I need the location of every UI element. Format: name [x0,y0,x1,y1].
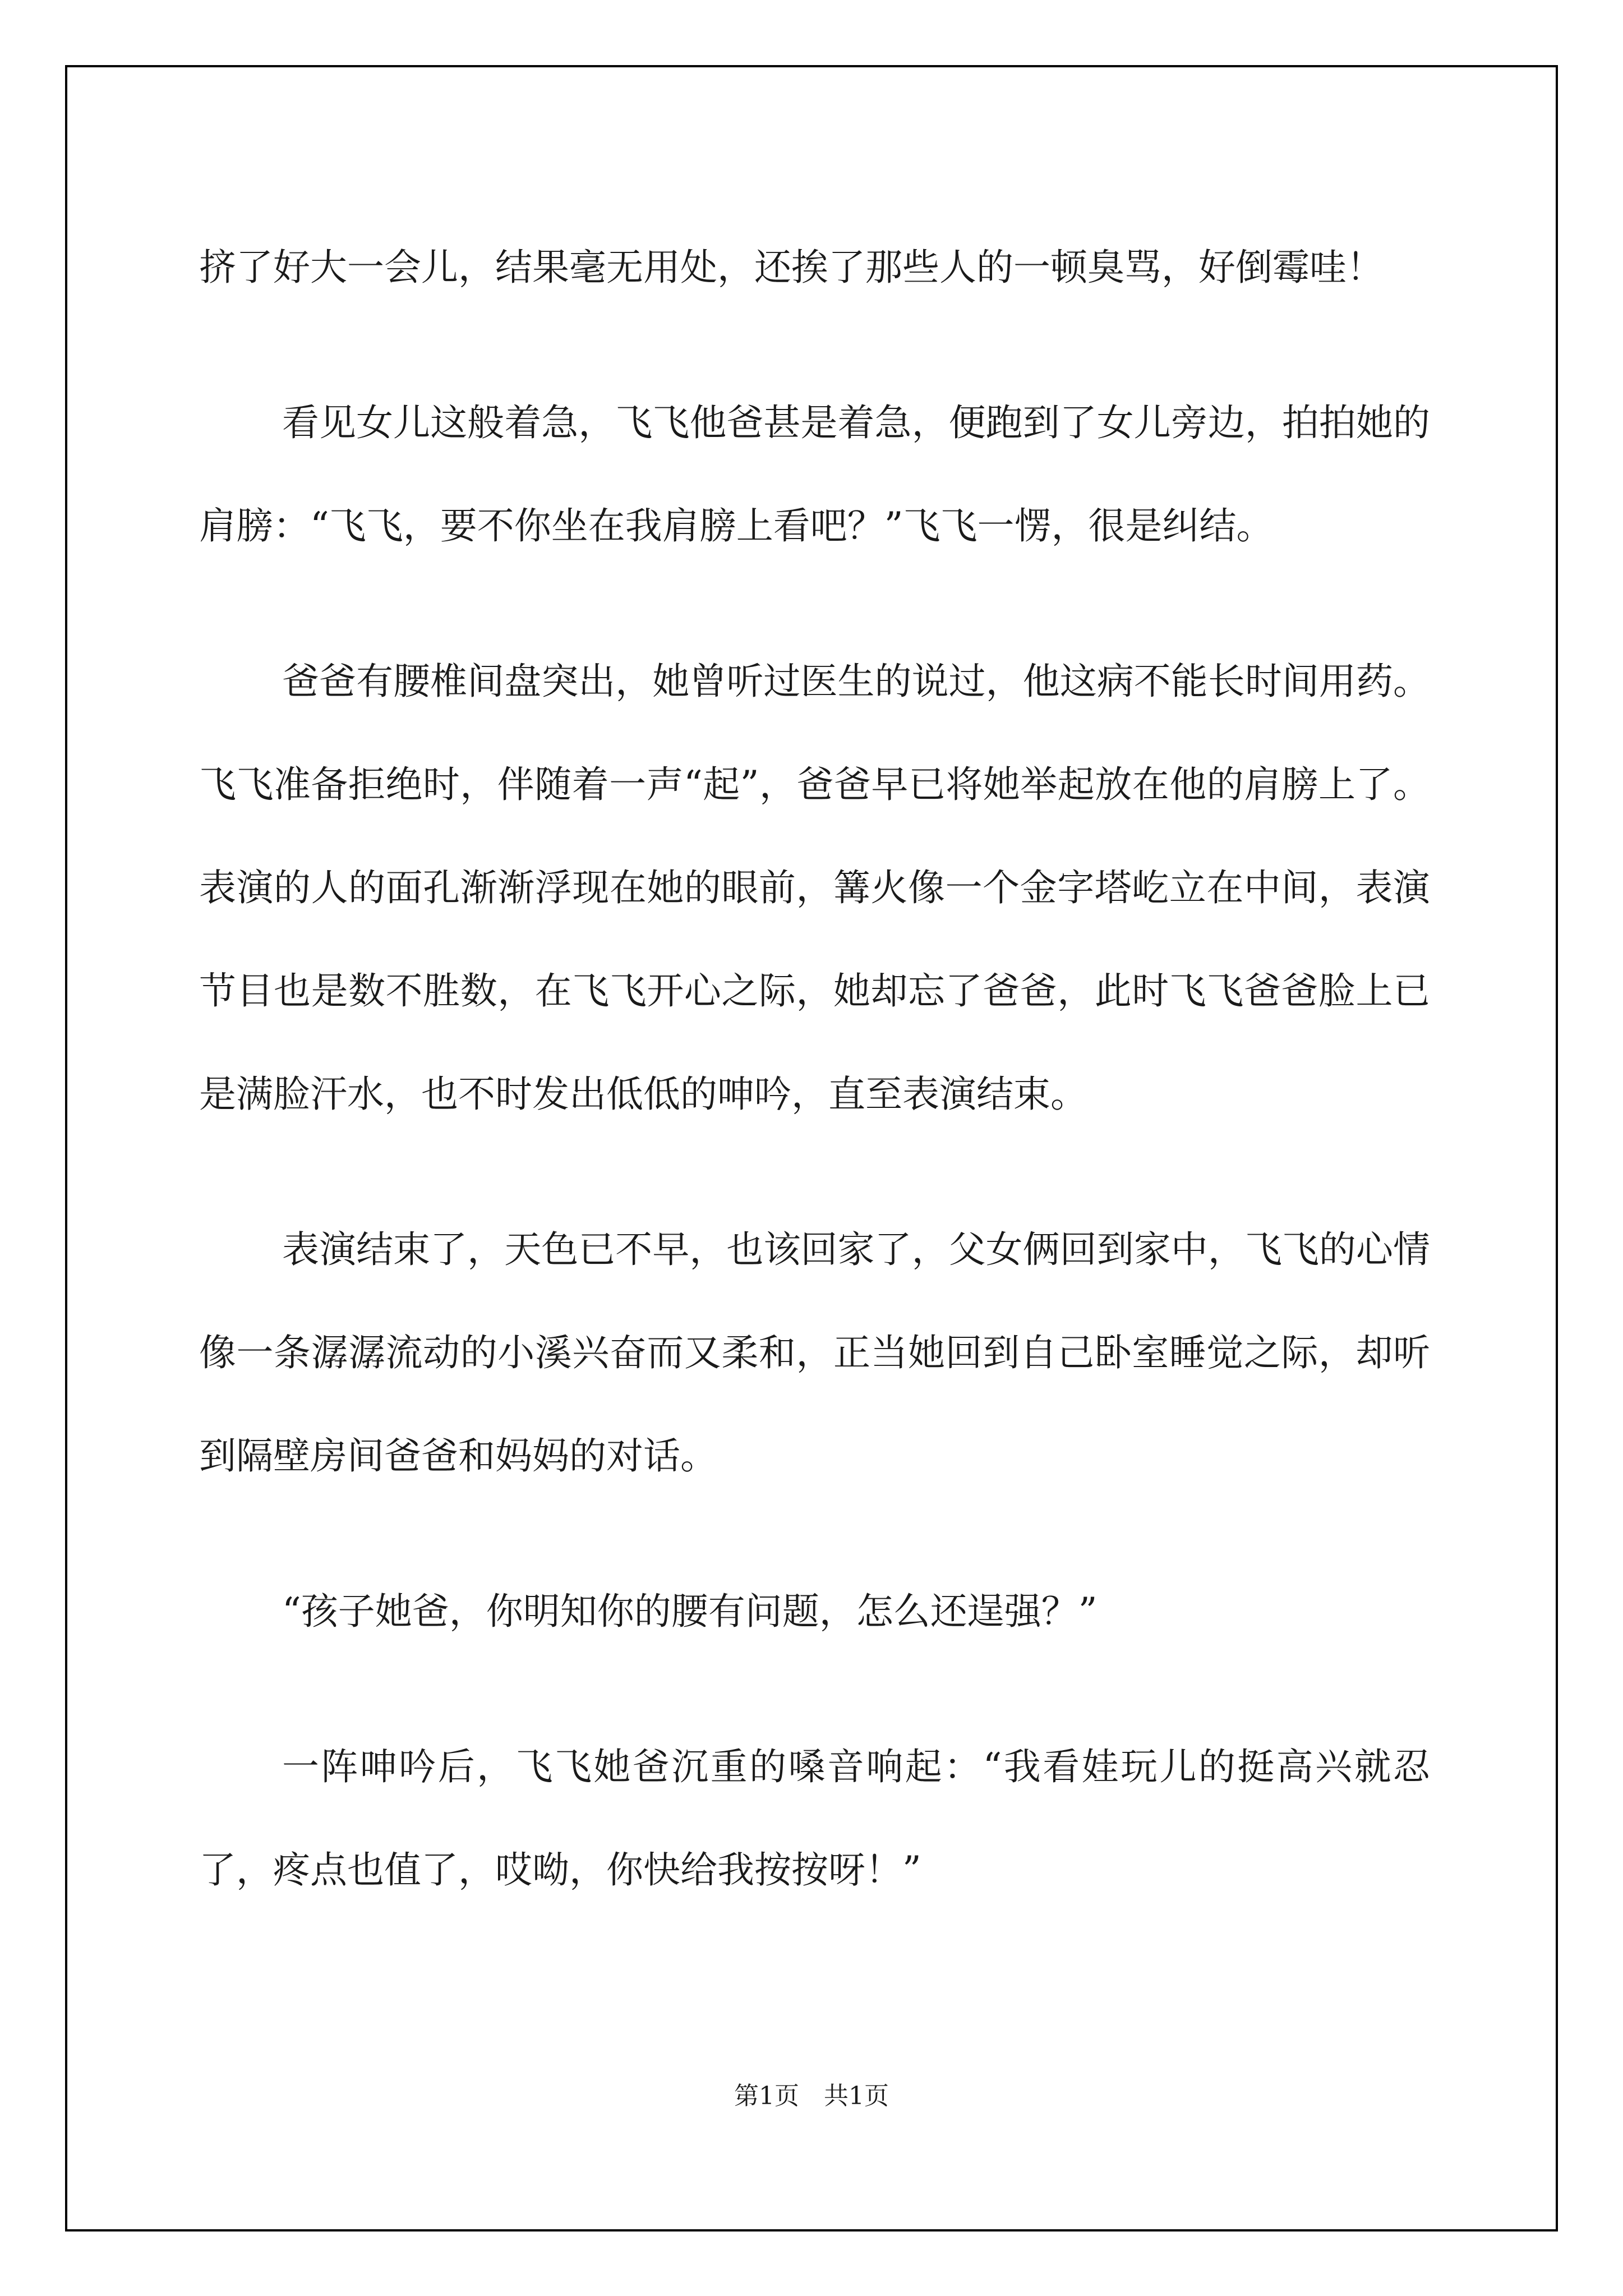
document-body [199,216,1430,1974]
paragraph-6: 一阵呻吟后，飞飞她爸沉重的嗓音响起：“我看娃玩儿的挺高兴就忍了，疼点也值了，哎呦，你快给我按按呀！” [199,1745,1430,1892]
paragraph-4: 表演结束了，天色已不早，也该回家了，父女俩回到家中，飞飞的心情像一条潺潺流动的小溪兴奋而又柔和，正当她回到自己卧室睡觉之际，却听到隔壁房间爸爸和妈妈的对话。 [199,1228,1430,1478]
paragraph-3: 爸爸有腰椎间盘突出，她曾听过医生的说过，他这病不能长时间用药。飞飞准备拒绝时，伴随着一声“起”，爸爸早已将她举起放在他的肩膀上了。表演的人的面孔渐渐浮现在她的眼前，篝火像一个金字塔屹立在中间，表演节目也是数不胜数，在飞飞开心之际，她却忘了爸爸，此时飞飞爸爸脸上已是满脸汗水，也不时发出低低的呻吟，直至表演结束。 [199,660,1430,1116]
paragraph-5: “孩子她爸，你明知你的腰有问题，怎么还逞强？” [282,1590,1098,1633]
paragraph-2: 看见女儿这般着急，飞飞他爸甚是着急，便跑到了女儿旁边，拍拍她的肩膀：“飞飞，要不你坐在我肩膀上看吧？”飞飞一愣，很是纠结。 [199,401,1430,547]
paragraph-1: 挤了好大一会儿，结果毫无用处，还挨了那些人的一顿臭骂，好倒霉哇！ [199,246,1384,289]
page-number-footer: 第1页 共1页 [734,2082,889,2110]
